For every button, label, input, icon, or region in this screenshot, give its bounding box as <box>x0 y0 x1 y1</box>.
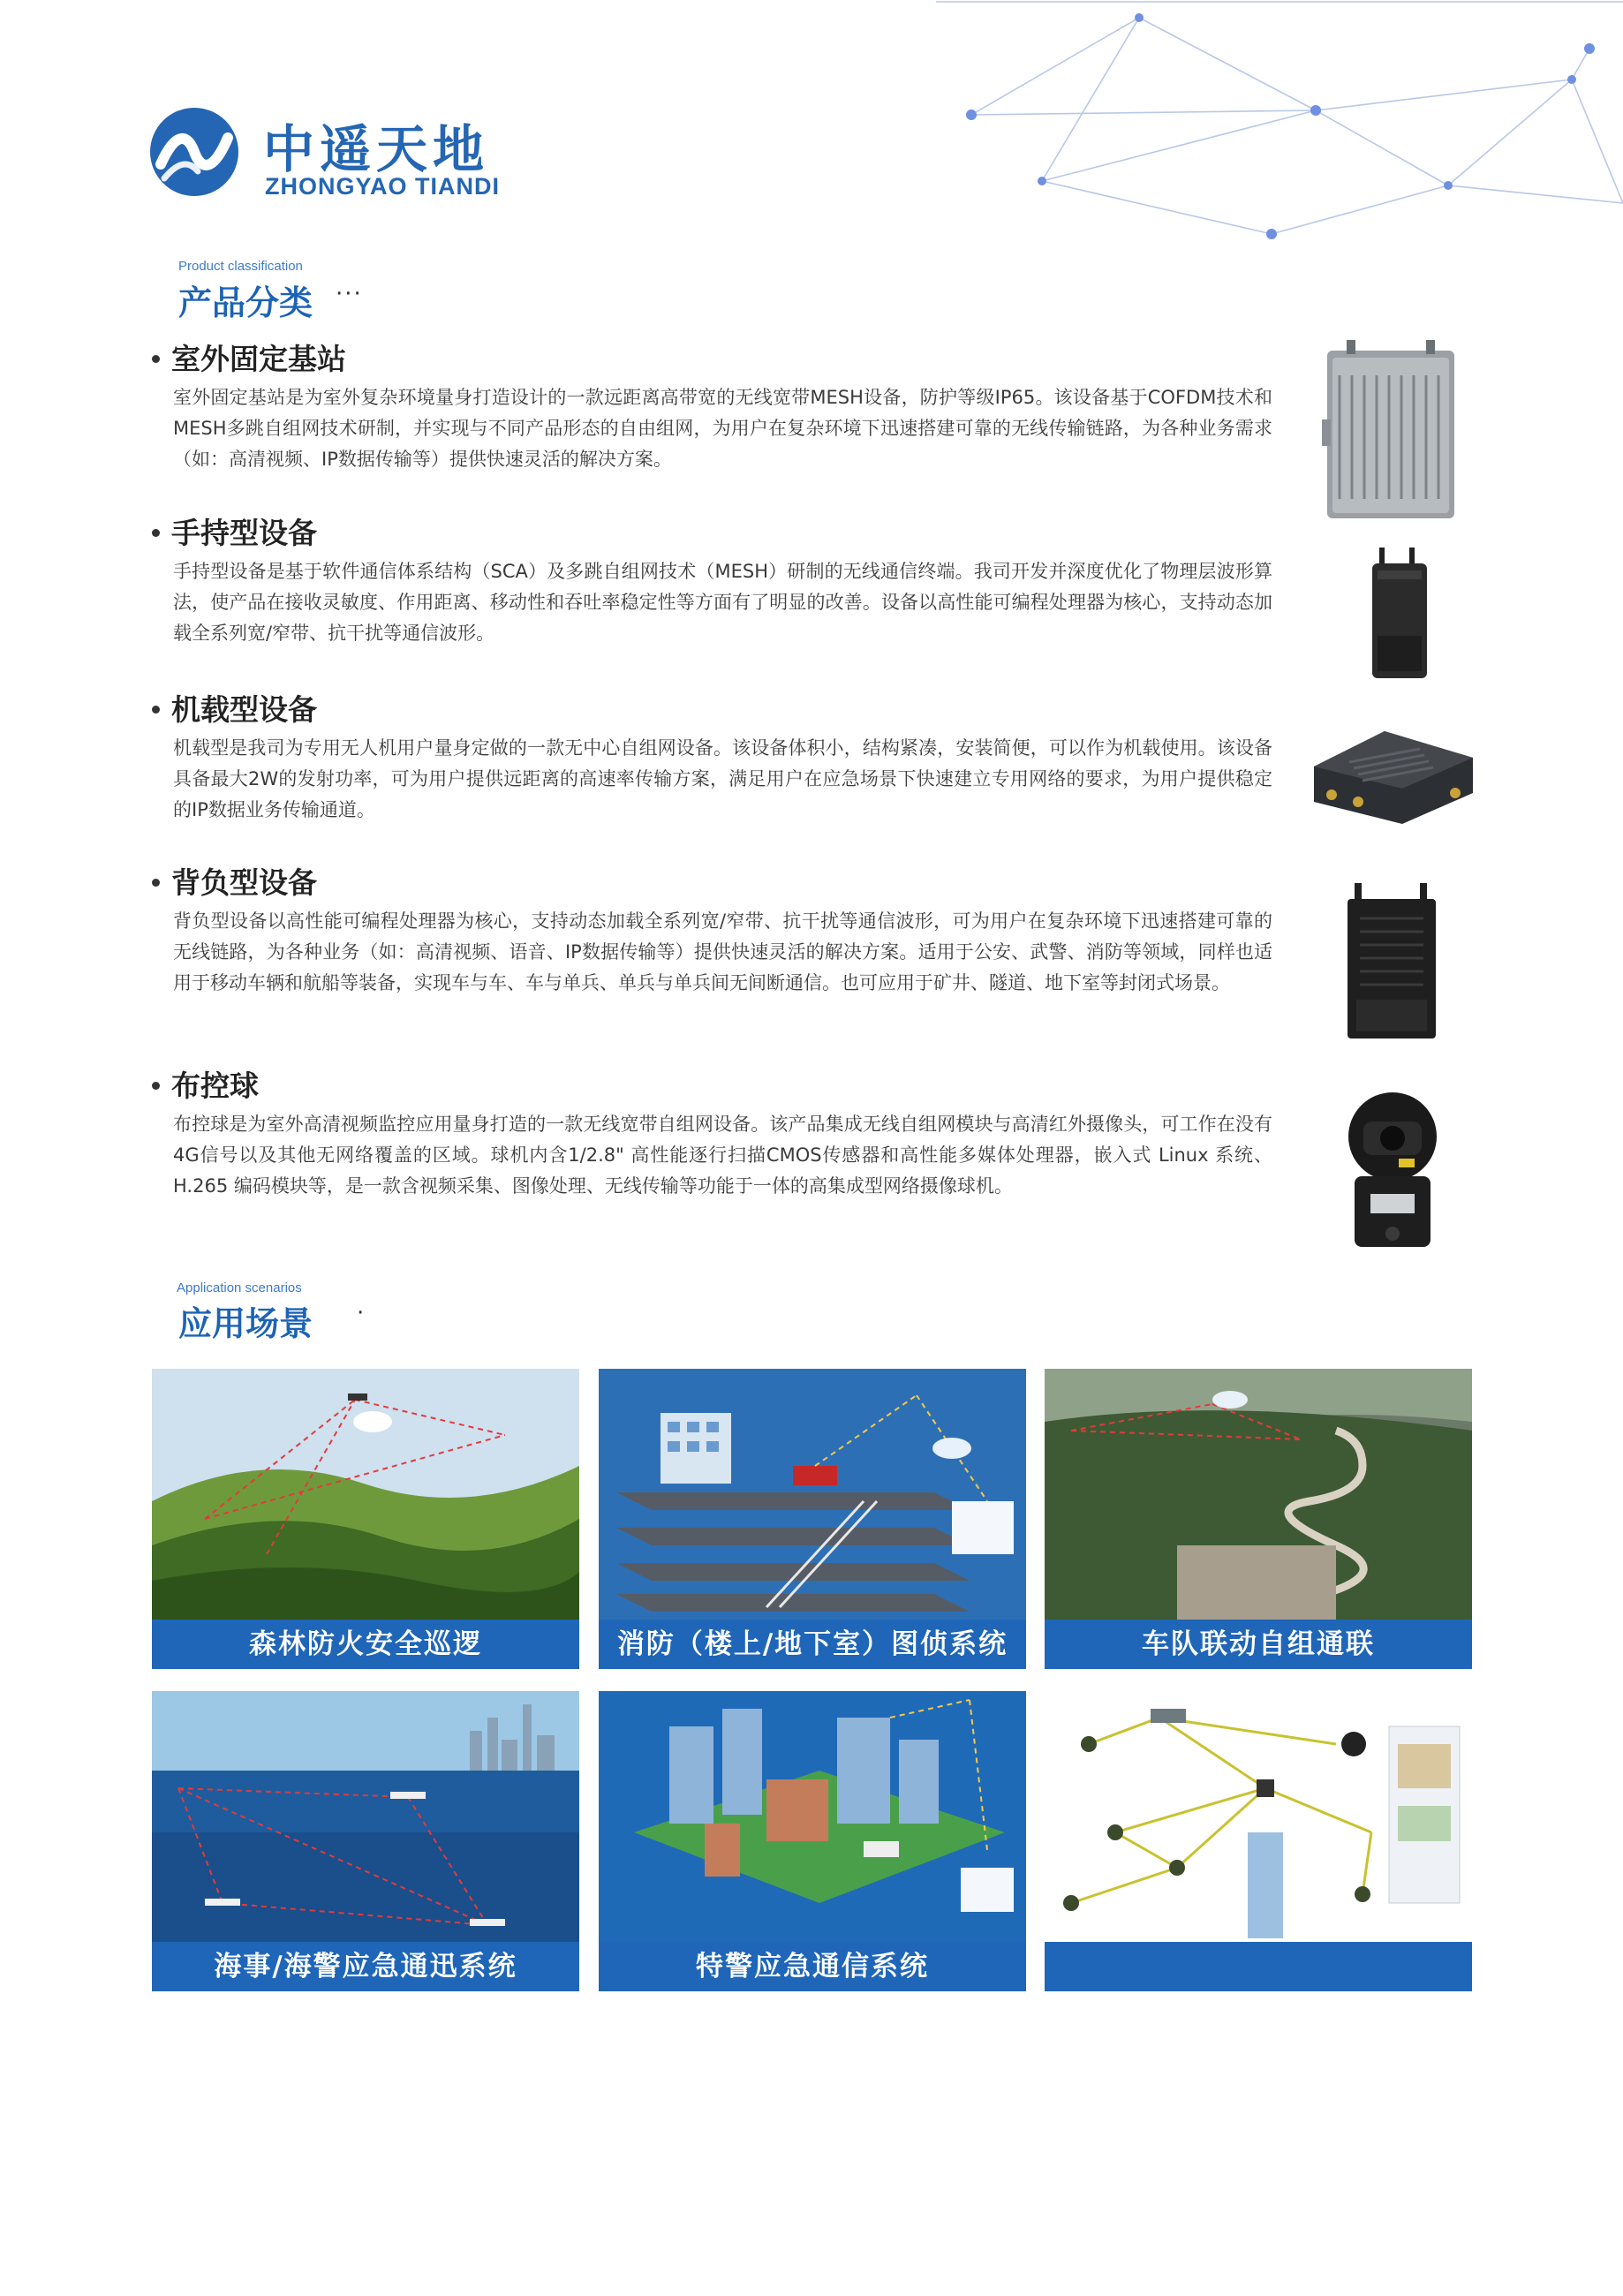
scenario-tile <box>1045 1369 1472 1669</box>
brand-name-en: ZHONGYAO TIANDI <box>265 173 501 200</box>
scenario-tile <box>1045 1691 1472 1991</box>
product-desc: 室外固定基站是为室外复杂环境量身打造设计的一款远距离高带宽的无线宽带MESH设备，防护等级IP65。该设备基于COFDM技术和MESH多跳自组网技术研制，并实现与不同产品形态的自由组网，为用户在复杂环境下迅速搭建可靠的无线传输链路，为各种业务需求（如：高清视频、IP数据传输等）提供快速灵活的解决方案。 <box>173 387 1272 470</box>
outdoor-base-station-icon <box>1320 340 1461 525</box>
scenario-caption: 消防（楼上/地下室）图侦系统 <box>599 1620 1026 1669</box>
product-item <box>152 864 1273 999</box>
brand-name-cn: 中遥天地 <box>263 119 490 179</box>
product-desc: 布控球是为室外高清视频监控应用量身打造的一款无线宽带自组网设备。该产品集成无线自组网模块与高清红外摄像头，可工作在没有4G信号以及其他无网络覆盖的区域。球机内含1/2.8" 高性能逐行扫描CMOS传感器和高性能多媒体处理器，嵌入式 Linux 系统、H.265 编码模块等，是一款含视频采集、图像处理、无线传输等功能于一体的高集成型网络摄像球机。 <box>173 1114 1272 1197</box>
scenario-tile <box>599 1369 1026 1669</box>
product-item <box>152 340 1273 475</box>
section-title: 产品分类 <box>178 283 313 322</box>
scenario-tile <box>152 1691 579 1991</box>
bullet-dot <box>152 1082 160 1090</box>
zy-logo-icon <box>148 106 240 198</box>
firefighting-building-scene-image <box>599 1369 1026 1620</box>
forest-scene-image <box>152 1369 579 1620</box>
bullet-dot <box>152 879 160 887</box>
product-title: 机载型设备 <box>171 692 317 727</box>
network-topology-scene-image <box>1045 1691 1472 1942</box>
airborne-module-icon <box>1305 714 1482 828</box>
network-decoration <box>936 0 1623 256</box>
product-desc: 机载型是我司为专用无人机用户量身定做的一款无中心自组网设备。该设备体积小，结构紧凑，安装简便，可以作为机载使用。该设备具备最大2W的发射功率，可为用户提供远距离的高速率传输方案，满足用户在应急场景下快速建立专用网络的要求，为用户提供稳定的IP数据业务传输通道。 <box>173 737 1272 820</box>
product-item <box>152 514 1273 649</box>
product-desc: 背负型设备以高性能可编程处理器为核心，支持动态加载全系列宽/窄带、抗干扰等通信波形，可为用户在复杂环境下迅速搭建可靠的无线链路，为各种业务（如：高清视频、语音、IP数据传输等）提供快速灵活的解决方案。适用于公安、武警、消防等领域，同样也适用于移动车辆和航船等装备，实现车与车、车与单兵、单兵与单兵间无间断通信。也可应用于矿井、隧道、地下室等封闭式场景。 <box>173 910 1272 993</box>
bullet-dot <box>152 706 160 714</box>
scenario-tile <box>152 1369 579 1669</box>
scenario-caption: 特警应急通信系统 <box>599 1942 1026 1991</box>
product-title: 手持型设备 <box>171 516 317 550</box>
product-title: 布控球 <box>171 1069 259 1103</box>
bullet-dot <box>152 355 160 363</box>
section-title-en: Application scenarios <box>177 1280 302 1295</box>
swat-city-scene-image <box>599 1691 1026 1942</box>
scenario-caption: 车队联动自组通联 <box>1045 1620 1472 1669</box>
brand-logo <box>148 106 528 208</box>
convoy-mountain-road-scene-image <box>1045 1369 1472 1620</box>
product-item <box>152 1067 1273 1202</box>
product-item <box>152 691 1273 826</box>
scenario-caption: 森林防火安全巡逻 <box>152 1620 579 1669</box>
scenario-caption <box>1045 1942 1472 1991</box>
ptz-camera-ball-icon <box>1344 1088 1441 1251</box>
section-title: 应用场景 <box>178 1304 313 1343</box>
section-title-en: Product classification <box>178 259 303 274</box>
product-title: 室外固定基站 <box>171 342 346 376</box>
scenario-tile <box>599 1691 1026 1991</box>
product-desc: 手持型设备是基于软件通信体系结构（SCA）及多跳自组网技术（MESH）研制的无线通信终端。我司开发并深度优化了物理层波形算法，使产品在接收灵敏度、作用距离、移动性和吞吐率稳定性等方面有了明显的改善。设备以高性能可编程处理器为核心，支持动态加载全系列宽/窄带、抗干扰等通信波形。 <box>173 561 1272 644</box>
section-dots: · <box>357 1300 366 1326</box>
backpack-radio-icon <box>1344 883 1441 1042</box>
product-title: 背负型设备 <box>171 865 317 900</box>
bullet-dot <box>152 529 160 537</box>
handheld-radio-icon <box>1360 548 1439 680</box>
scenario-caption: 海事/海警应急通迅系统 <box>152 1942 579 1991</box>
maritime-scene-image <box>152 1691 579 1942</box>
section-dots: ··· <box>336 281 363 307</box>
